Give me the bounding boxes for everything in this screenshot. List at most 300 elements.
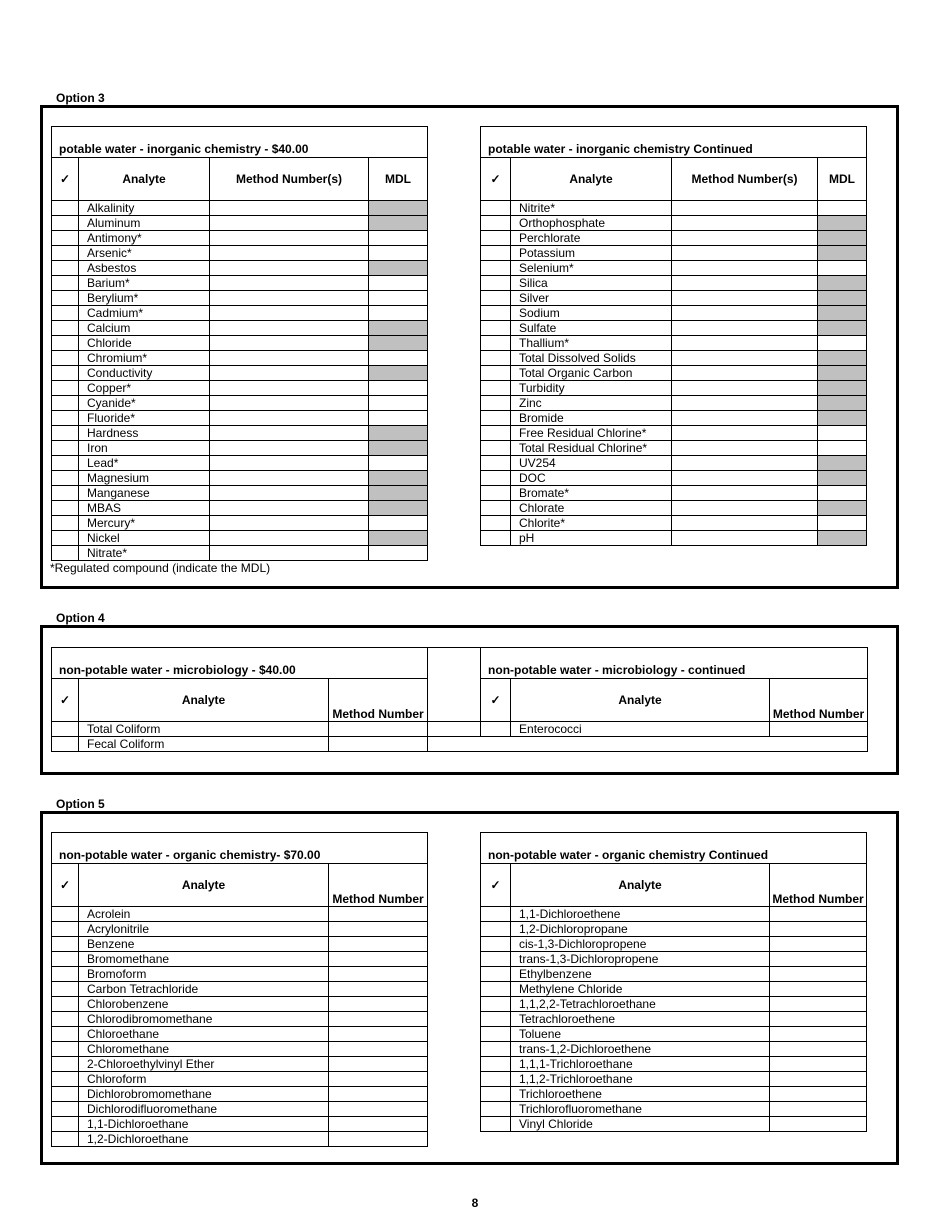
option-5-right-table <box>480 832 867 1132</box>
table-title-right: non-potable water - microbiology - continued <box>481 648 868 679</box>
mdl-cell[interactable] <box>369 546 428 561</box>
table-row <box>52 441 428 456</box>
check-cell[interactable] <box>481 937 511 952</box>
method-cell[interactable] <box>770 907 867 922</box>
method-cell[interactable] <box>329 1012 428 1027</box>
check-cell[interactable] <box>52 456 79 471</box>
table-row <box>52 216 428 231</box>
method-cell[interactable] <box>672 351 818 366</box>
mdl-cell-shaded <box>369 216 428 231</box>
check-cell[interactable] <box>481 261 511 276</box>
table-row <box>52 351 428 366</box>
table-row <box>52 531 428 546</box>
table-row <box>52 456 428 471</box>
method-cell[interactable] <box>672 456 818 471</box>
check-cell[interactable] <box>52 1132 79 1147</box>
method-cell[interactable] <box>210 441 369 456</box>
table-row <box>52 1057 428 1072</box>
table-row <box>481 1057 867 1072</box>
option-4-label: Option 4 <box>56 611 105 625</box>
method-cell[interactable] <box>329 1117 428 1132</box>
method-cell[interactable] <box>770 1117 867 1132</box>
method-cell[interactable] <box>672 366 818 381</box>
check-cell[interactable] <box>481 1042 511 1057</box>
check-cell[interactable] <box>52 997 79 1012</box>
table-row <box>481 441 867 456</box>
method-cell[interactable] <box>329 1057 428 1072</box>
check-cell[interactable] <box>52 201 79 216</box>
method-header: Method Number(s) <box>210 158 369 201</box>
analyte-cell: 1,2-Dichloroethane <box>79 1132 329 1147</box>
check-cell[interactable] <box>52 411 79 426</box>
mdl-cell-shaded <box>818 501 867 516</box>
check-cell[interactable] <box>481 321 511 336</box>
analyte-cell: 1,1,2,2-Tetrachloroethane <box>511 997 770 1012</box>
mdl-cell[interactable] <box>818 441 867 456</box>
analyte-cell: Nitrate* <box>79 546 210 561</box>
analyte-cell: 1,1-Dichloroethane <box>79 1117 329 1132</box>
check-cell[interactable] <box>481 1057 511 1072</box>
check-cell[interactable] <box>52 351 79 366</box>
method-cell[interactable] <box>210 306 369 321</box>
check-cell[interactable] <box>481 1087 511 1102</box>
analyte-header: Analyte <box>511 158 672 201</box>
check-cell[interactable] <box>481 1072 511 1087</box>
mdl-cell[interactable] <box>369 231 428 246</box>
check-cell[interactable] <box>52 1072 79 1087</box>
analyte-cell: Copper* <box>79 381 210 396</box>
method-cell[interactable] <box>329 1087 428 1102</box>
check-cell[interactable] <box>52 967 79 982</box>
mdl-header: MDL <box>818 158 867 201</box>
method-cell[interactable] <box>210 231 369 246</box>
table-row <box>481 261 867 276</box>
method-cell[interactable] <box>329 1027 428 1042</box>
analyte-cell: 1,2-Dichloropropane <box>511 922 770 937</box>
method-cell[interactable] <box>672 231 818 246</box>
analyte-cell: Iron <box>79 441 210 456</box>
method-cell[interactable] <box>210 261 369 276</box>
mdl-cell[interactable] <box>369 411 428 426</box>
analyte-cell: Nickel <box>79 531 210 546</box>
check-cell[interactable] <box>52 1087 79 1102</box>
analyte-cell: DOC <box>511 471 672 486</box>
analyte-cell: Cyanide* <box>79 396 210 411</box>
analyte-cell: Antimony* <box>79 231 210 246</box>
table-row <box>481 306 867 321</box>
method-cell[interactable] <box>210 426 369 441</box>
table-row <box>52 922 428 937</box>
method-cell[interactable] <box>329 1102 428 1117</box>
method-cell[interactable] <box>770 982 867 997</box>
method-cell[interactable] <box>210 216 369 231</box>
analyte-cell: Bromomethane <box>79 952 329 967</box>
analyte-cell: Trichloroethene <box>511 1087 770 1102</box>
check-cell[interactable] <box>52 306 79 321</box>
analyte-cell: Chlorite* <box>511 516 672 531</box>
analyte-cell: Orthophosphate <box>511 216 672 231</box>
check-cell[interactable] <box>52 321 79 336</box>
analyte-cell: Chromium* <box>79 351 210 366</box>
method-cell[interactable] <box>672 531 818 546</box>
check-cell[interactable] <box>52 291 79 306</box>
mdl-cell-shaded <box>369 321 428 336</box>
check-header: ✓ <box>481 864 511 907</box>
check-cell[interactable] <box>52 937 79 952</box>
check-cell[interactable] <box>52 952 79 967</box>
table-row <box>481 1012 867 1027</box>
check-cell[interactable] <box>481 486 511 501</box>
check-cell[interactable] <box>481 306 511 321</box>
method-cell[interactable] <box>672 201 818 216</box>
check-cell[interactable] <box>481 411 511 426</box>
method-cell[interactable] <box>210 411 369 426</box>
table-row <box>52 952 428 967</box>
mdl-cell[interactable] <box>818 261 867 276</box>
mdl-cell-shaded <box>818 306 867 321</box>
method-cell[interactable] <box>210 396 369 411</box>
check-cell[interactable] <box>52 516 79 531</box>
method-cell[interactable] <box>672 411 818 426</box>
check-cell[interactable] <box>481 967 511 982</box>
method-cell[interactable] <box>329 997 428 1012</box>
mdl-cell[interactable] <box>369 381 428 396</box>
check-cell[interactable] <box>52 276 79 291</box>
check-cell[interactable] <box>481 1027 511 1042</box>
check-cell[interactable] <box>481 907 511 922</box>
analyte-cell: Trichlorofluoromethane <box>511 1102 770 1117</box>
check-cell[interactable] <box>481 216 511 231</box>
analyte-header: Analyte <box>511 679 770 722</box>
check-cell[interactable] <box>52 396 79 411</box>
check-cell[interactable] <box>481 982 511 997</box>
mdl-cell[interactable] <box>818 516 867 531</box>
method-cell[interactable] <box>770 922 867 937</box>
analyte-cell: Barium* <box>79 276 210 291</box>
table-row <box>481 276 867 291</box>
mdl-cell-shaded <box>818 351 867 366</box>
mdl-cell[interactable] <box>369 456 428 471</box>
method-cell[interactable] <box>329 722 428 737</box>
method-cell[interactable] <box>329 952 428 967</box>
method-cell[interactable] <box>672 471 818 486</box>
mdl-cell[interactable] <box>818 201 867 216</box>
analyte-cell: 2-Chloroethylvinyl Ether <box>79 1057 329 1072</box>
table-row <box>52 1132 428 1147</box>
method-cell[interactable] <box>672 501 818 516</box>
check-cell[interactable] <box>481 1102 511 1117</box>
table-row <box>52 997 428 1012</box>
method-cell[interactable] <box>210 201 369 216</box>
analyte-cell: Sodium <box>511 306 672 321</box>
method-cell[interactable] <box>672 276 818 291</box>
mdl-cell[interactable] <box>369 351 428 366</box>
check-cell[interactable] <box>52 1102 79 1117</box>
table-row <box>481 516 867 531</box>
analyte-cell: Nitrite* <box>511 201 672 216</box>
analyte-cell: Chloride <box>79 336 210 351</box>
analyte-cell: Bromide <box>511 411 672 426</box>
method-cell[interactable] <box>672 516 818 531</box>
analyte-cell: MBAS <box>79 501 210 516</box>
table-row <box>52 381 428 396</box>
method-header: Method Number <box>329 679 428 722</box>
method-cell[interactable] <box>210 486 369 501</box>
check-cell[interactable] <box>481 501 511 516</box>
method-cell[interactable] <box>770 1027 867 1042</box>
check-cell[interactable] <box>52 261 79 276</box>
check-cell[interactable] <box>481 1012 511 1027</box>
method-cell[interactable] <box>329 922 428 937</box>
method-cell[interactable] <box>329 1072 428 1087</box>
check-cell[interactable] <box>52 531 79 546</box>
check-cell[interactable] <box>481 722 511 737</box>
check-cell[interactable] <box>52 216 79 231</box>
check-cell[interactable] <box>481 276 511 291</box>
table-row <box>481 366 867 381</box>
mdl-cell[interactable] <box>369 276 428 291</box>
method-cell[interactable] <box>770 937 867 952</box>
method-cell[interactable] <box>329 907 428 922</box>
method-cell[interactable] <box>770 1057 867 1072</box>
check-cell[interactable] <box>481 441 511 456</box>
analyte-cell: Turbidity <box>511 381 672 396</box>
analyte-cell: UV254 <box>511 456 672 471</box>
check-cell[interactable] <box>52 426 79 441</box>
table-title-left: non-potable water - microbiology - $40.00 <box>52 648 428 679</box>
mdl-cell[interactable] <box>369 306 428 321</box>
method-cell[interactable] <box>210 351 369 366</box>
check-cell[interactable] <box>52 1117 79 1132</box>
check-cell[interactable] <box>481 456 511 471</box>
method-cell[interactable] <box>329 737 428 752</box>
method-cell[interactable] <box>672 336 818 351</box>
analyte-cell: Chloroform <box>79 1072 329 1087</box>
mdl-cell-shaded <box>818 321 867 336</box>
method-cell[interactable] <box>329 1042 428 1057</box>
check-cell[interactable] <box>52 381 79 396</box>
table-row <box>481 411 867 426</box>
mdl-header: MDL <box>369 158 428 201</box>
table-row <box>481 246 867 261</box>
table-row <box>481 351 867 366</box>
table-row <box>481 982 867 997</box>
check-cell[interactable] <box>481 952 511 967</box>
method-cell[interactable] <box>770 997 867 1012</box>
table-row <box>52 501 428 516</box>
method-cell[interactable] <box>672 396 818 411</box>
mdl-cell[interactable] <box>818 336 867 351</box>
mdl-cell-shaded <box>818 231 867 246</box>
analyte-cell: Cadmium* <box>79 306 210 321</box>
check-cell[interactable] <box>481 1117 511 1132</box>
method-cell[interactable] <box>770 967 867 982</box>
table-row <box>481 531 867 546</box>
table-row <box>52 516 428 531</box>
analyte-cell: Berylium* <box>79 291 210 306</box>
check-cell[interactable] <box>52 501 79 516</box>
method-cell[interactable] <box>672 261 818 276</box>
method-cell[interactable] <box>770 952 867 967</box>
mdl-cell-shaded <box>818 531 867 546</box>
check-cell[interactable] <box>481 997 511 1012</box>
check-cell[interactable] <box>52 722 79 737</box>
check-cell[interactable] <box>52 336 79 351</box>
check-cell[interactable] <box>481 291 511 306</box>
check-cell[interactable] <box>481 351 511 366</box>
check-cell[interactable] <box>481 246 511 261</box>
option-5-left-table <box>51 832 428 1147</box>
method-cell[interactable] <box>210 321 369 336</box>
analyte-cell: Chloroethane <box>79 1027 329 1042</box>
check-cell[interactable] <box>52 366 79 381</box>
method-cell[interactable] <box>770 1087 867 1102</box>
method-cell[interactable] <box>210 501 369 516</box>
table-row <box>52 1072 428 1087</box>
analyte-cell: Thallium* <box>511 336 672 351</box>
check-cell[interactable] <box>481 426 511 441</box>
method-cell[interactable] <box>770 1102 867 1117</box>
check-cell[interactable] <box>52 737 79 752</box>
table-row <box>481 291 867 306</box>
table-row <box>52 261 428 276</box>
mdl-cell-shaded <box>369 261 428 276</box>
method-cell[interactable] <box>210 291 369 306</box>
method-cell[interactable] <box>210 546 369 561</box>
empty-cell <box>428 737 868 752</box>
table-title: potable water - inorganic chemistry - $40.00 <box>52 127 428 158</box>
table-row <box>52 907 428 922</box>
check-cell[interactable] <box>481 396 511 411</box>
table-row <box>481 456 867 471</box>
option-5-label: Option 5 <box>56 797 105 811</box>
method-cell[interactable] <box>210 276 369 291</box>
mdl-cell[interactable] <box>369 396 428 411</box>
mdl-cell[interactable] <box>818 426 867 441</box>
method-cell[interactable] <box>672 381 818 396</box>
table-row <box>481 1072 867 1087</box>
method-cell[interactable] <box>329 1132 428 1147</box>
check-cell[interactable] <box>52 1057 79 1072</box>
method-cell[interactable] <box>672 306 818 321</box>
analyte-cell: Total Dissolved Solids <box>511 351 672 366</box>
method-cell[interactable] <box>672 246 818 261</box>
mdl-cell[interactable] <box>369 246 428 261</box>
analyte-cell: Enterococci <box>511 722 770 737</box>
analyte-cell: Acrolein <box>79 907 329 922</box>
check-cell[interactable] <box>481 922 511 937</box>
mdl-cell-shaded <box>369 441 428 456</box>
mdl-cell[interactable] <box>369 291 428 306</box>
table-row <box>481 937 867 952</box>
analyte-cell: Fecal Coliform <box>79 737 329 752</box>
method-cell[interactable] <box>329 967 428 982</box>
check-cell[interactable] <box>52 1012 79 1027</box>
method-cell[interactable] <box>672 321 818 336</box>
method-cell[interactable] <box>210 381 369 396</box>
method-cell[interactable] <box>210 336 369 351</box>
table-row <box>52 306 428 321</box>
table-row <box>52 231 428 246</box>
check-cell[interactable] <box>481 231 511 246</box>
check-cell[interactable] <box>481 336 511 351</box>
table-row <box>481 321 867 336</box>
option-3-left-table <box>51 126 428 561</box>
check-header: ✓ <box>481 158 511 201</box>
check-cell[interactable] <box>52 1042 79 1057</box>
analyte-cell: Toluene <box>511 1027 770 1042</box>
check-cell[interactable] <box>481 531 511 546</box>
method-cell[interactable] <box>210 366 369 381</box>
check-header: ✓ <box>481 679 511 722</box>
method-cell[interactable] <box>672 486 818 501</box>
analyte-cell: Hardness <box>79 426 210 441</box>
analyte-cell: Silica <box>511 276 672 291</box>
method-header: Method Number <box>770 864 867 907</box>
check-cell[interactable] <box>52 246 79 261</box>
method-cell[interactable] <box>210 531 369 546</box>
analyte-cell: Manganese <box>79 486 210 501</box>
method-cell[interactable] <box>210 456 369 471</box>
table-row <box>481 501 867 516</box>
check-cell[interactable] <box>481 201 511 216</box>
check-cell[interactable] <box>52 1027 79 1042</box>
check-cell[interactable] <box>52 922 79 937</box>
check-cell[interactable] <box>52 231 79 246</box>
check-cell[interactable] <box>52 441 79 456</box>
check-cell[interactable] <box>52 982 79 997</box>
method-cell[interactable] <box>329 982 428 997</box>
table-row <box>481 486 867 501</box>
analyte-cell: Magnesium <box>79 471 210 486</box>
method-cell[interactable] <box>672 441 818 456</box>
method-cell[interactable] <box>770 722 868 737</box>
check-cell[interactable] <box>52 907 79 922</box>
table-row <box>52 1042 428 1057</box>
method-cell[interactable] <box>210 516 369 531</box>
check-cell[interactable] <box>481 366 511 381</box>
method-cell[interactable] <box>770 1042 867 1057</box>
method-cell[interactable] <box>210 246 369 261</box>
method-cell[interactable] <box>672 291 818 306</box>
check-header: ✓ <box>52 864 79 907</box>
check-cell[interactable] <box>481 516 511 531</box>
mdl-cell-shaded <box>369 366 428 381</box>
table-row <box>481 201 867 216</box>
mdl-cell[interactable] <box>369 516 428 531</box>
mdl-cell-shaded <box>818 381 867 396</box>
table-row <box>52 366 428 381</box>
mdl-cell[interactable] <box>818 486 867 501</box>
table-row <box>52 982 428 997</box>
gap-cell <box>428 722 481 737</box>
table-row <box>481 1042 867 1057</box>
analyte-header: Analyte <box>79 679 329 722</box>
check-cell[interactable] <box>481 471 511 486</box>
page-number: 8 <box>471 1196 479 1210</box>
check-cell[interactable] <box>481 381 511 396</box>
check-cell[interactable] <box>52 486 79 501</box>
check-cell[interactable] <box>52 471 79 486</box>
analyte-cell: cis-1,3-Dichloropropene <box>511 937 770 952</box>
check-cell[interactable] <box>52 546 79 561</box>
method-cell[interactable] <box>210 471 369 486</box>
method-cell[interactable] <box>329 937 428 952</box>
method-cell[interactable] <box>770 1072 867 1087</box>
method-cell[interactable] <box>770 1012 867 1027</box>
method-cell[interactable] <box>672 216 818 231</box>
method-cell[interactable] <box>672 426 818 441</box>
